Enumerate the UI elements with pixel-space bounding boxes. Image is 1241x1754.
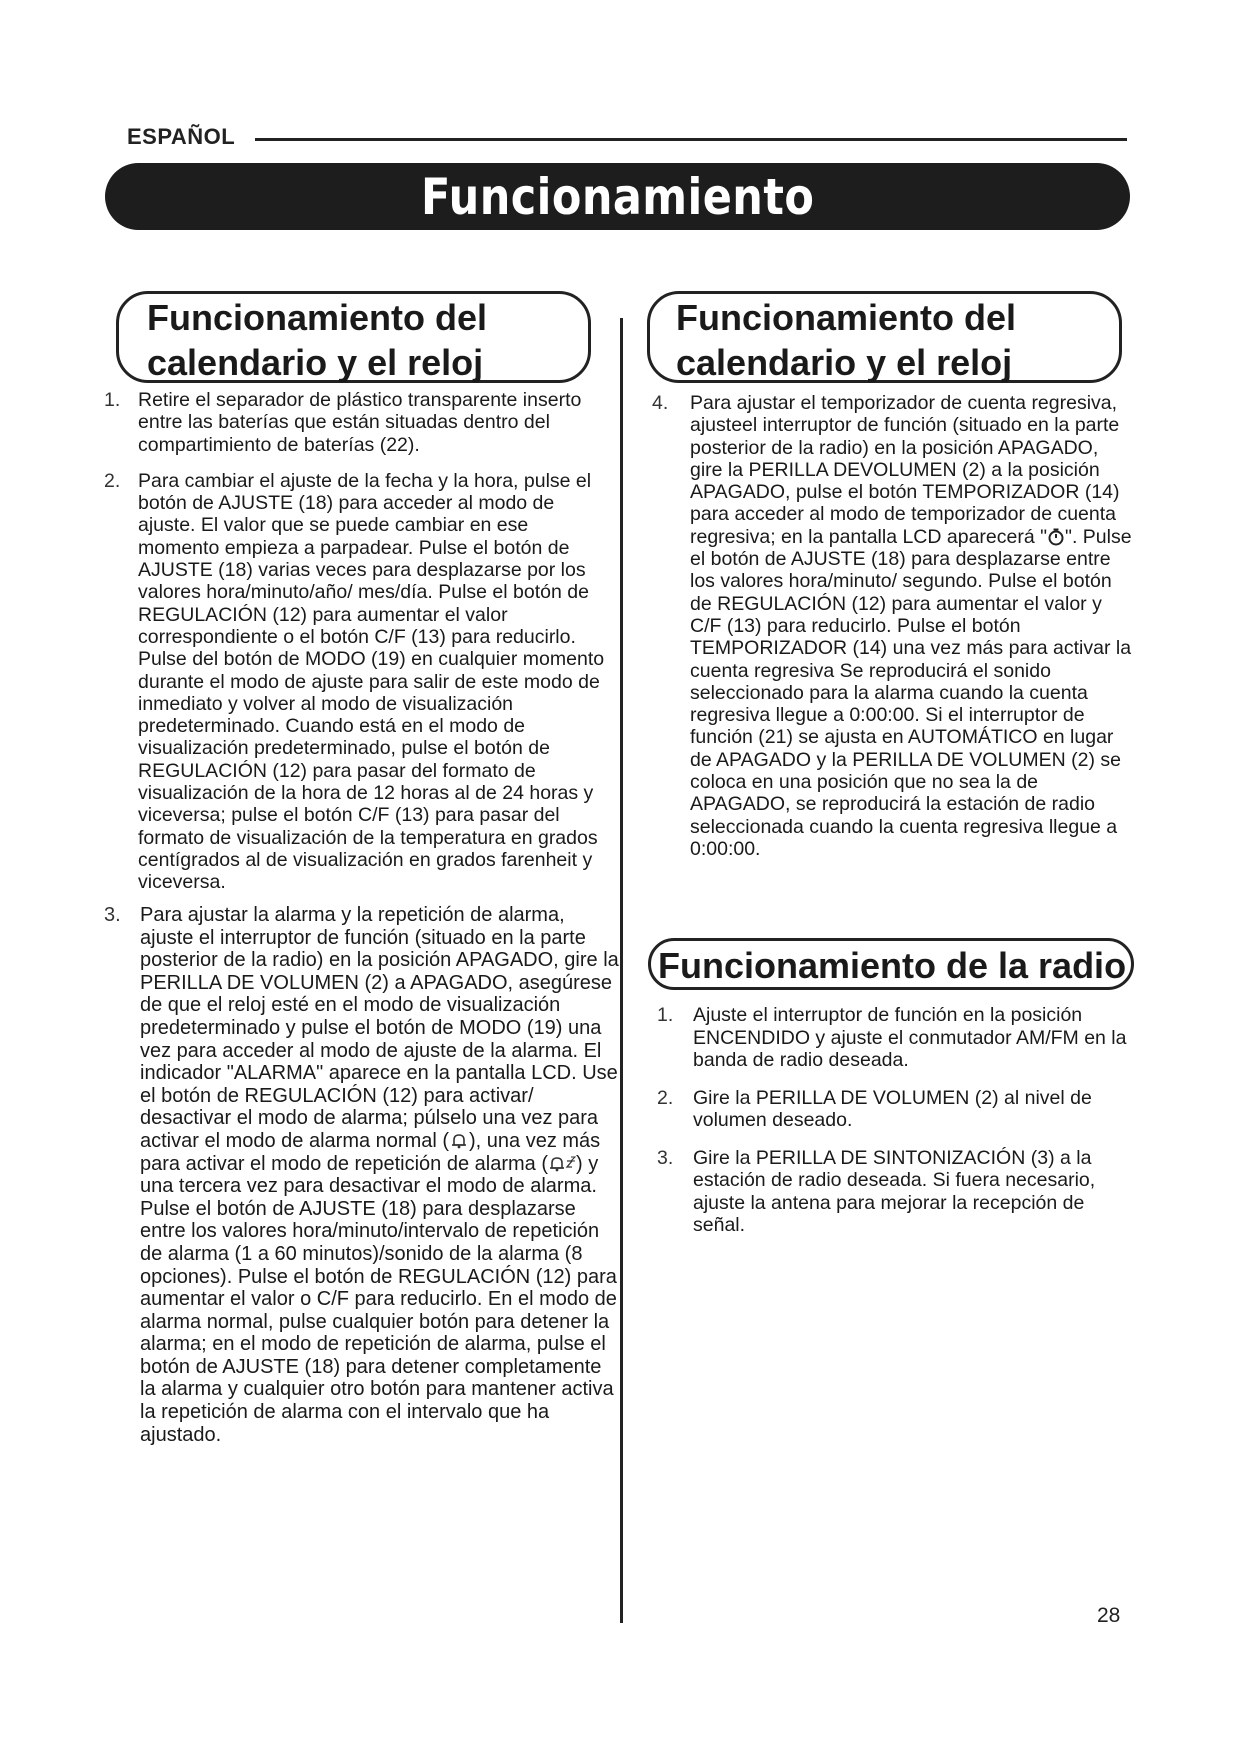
item-text: Retire el separador de plástico transparente inserto entre las baterías que están situadas dentro del compartimiento de baterías (22). bbox=[138, 389, 582, 456]
language-label: ESPAÑOL bbox=[127, 124, 236, 149]
list-item bbox=[657, 1004, 1137, 1072]
clock-steps-list bbox=[104, 389, 614, 908]
list-item bbox=[657, 1147, 1137, 1237]
left-section-heading: Funcionamiento del calendario y el reloj bbox=[116, 291, 591, 383]
item-number: 1. bbox=[657, 1004, 674, 1026]
header-rule bbox=[255, 138, 1127, 141]
item-text-part: ". Pulse el botón de AJUSTE (18) para desplazarse entre los valores hora/minuto/ segundo. Pulse el botón de REGULACIÓN (12) para aumentar el valor y C/F (13) para reducirlo. Pulse el botón TEMPORIZADOR (14) una vez más para activar la cuenta regresiva Se reproducirá el sonido seleccionado para la alarma cuando la cuenta regresiva llegue a 0:00:00. Si el interruptor de función (21) se ajusta en AUTOMÁTICO en lugar de APAGADO y la PERILLA DE VOLUMEN (2) se coloca en una posición que no sea la de APAGADO, se reproducirá la estación de radio seleccionada cuando la cuenta regresiva llegue a 0:00:00. bbox=[690, 525, 1132, 860]
item-text-part: Para ajustar la alarma y la repetición de alarma, ajuste el interruptor de función (situado en la parte posterior de la radio) en la posición APAGADO, gire la PERILLA DE VOLUMEN (2) a APAGADO, asegúrese de que el reloj esté en el modo de visualización predeterminado y pulse el botón de MODO (19) una vez para acceder al modo de ajuste de la alarma. El indicador "ALARMA" aparece en la pantalla LCD. Use el botón de REGULACIÓN (12) para activar/ desactivar el modo de alarma; púlselo una vez para activar el modo de alarma normal ( bbox=[140, 904, 619, 1152]
item-text bbox=[690, 392, 1132, 860]
radio-steps-list bbox=[657, 1004, 1137, 1252]
item-number: 3. bbox=[104, 904, 121, 926]
list-item bbox=[652, 392, 1132, 860]
item-number: 1. bbox=[104, 389, 121, 411]
radio-section-heading: Funcionamiento de la radio bbox=[648, 938, 1134, 990]
timer-steps-list bbox=[652, 392, 1132, 860]
item-text-part: ) y una tercera vez para desactivar el modo de alarma. Pulse el botón de AJUSTE (18) para desplazarse entre los valores hora/minuto/intervalo de repetición de alarma (1 a 60 minutos)/sonido de la alarma (8 opciones). Pulse el botón de REGULACIÓN (12) para aumentar el valor o C/F para reducirlo. En el modo de alarma normal, pulse cualquier botón para detener la alarma; en el modo de repetición de alarma, pulse el botón de AJUSTE (18) para detener completamente la alarma y cualquier otro botón para mantener activa la repetición de alarma con el intervalo que ha ajustado. bbox=[140, 1152, 617, 1446]
countdown-timer-icon bbox=[1047, 528, 1065, 546]
item-number: 2. bbox=[657, 1086, 674, 1109]
item-text: Gire la PERILLA DE VOLUMEN (2) al nivel de volumen deseado. bbox=[693, 1086, 1092, 1131]
item-text bbox=[140, 904, 622, 1446]
list-item bbox=[104, 904, 622, 1446]
list-item bbox=[104, 389, 614, 456]
item-text-part: ), una vez más para activar el modo de repetición de alarma ( bbox=[140, 1129, 601, 1175]
right-section-heading: Funcionamiento del calendario y el reloj bbox=[647, 291, 1122, 383]
item-number: 2. bbox=[104, 469, 121, 492]
item-text: Para cambiar el ajuste de la fecha y la hora, pulse el botón de AJUSTE (18) para acceder al modo de ajuste. El valor que se puede cambiar en ese momento empieza a parpadear. Pulse el botón de AJUSTE (18) varias veces para desplazarse por los valores hora/minuto/año/ mes/día. Pulse el botón de REGULACIÓN (12) para aumentar el valor correspondiente o el botón C/F (13) para reducirlo. Pulse del botón de MODO (19) en cualquier momento durante el modo de ajuste para salir de este modo de inmediato y volver al modo de visualización predeterminado. Cuando está en el modo de visualización predeterminado, pulse el botón de REGULACIÓN (12) para pasar del formato de visualización de la hora de 12 horas al de 24 horas y viceversa; pulse el botón C/F (13) para pasar del formato de visualización de la temperatura en grados centígrados al de visualización en grados farenheit y viceversa. bbox=[138, 469, 605, 894]
item-text: Gire la PERILLA DE SINTONIZACIÓN (3) a la estación de radio deseada. Si fuera necesario, ajuste la antena para mejorar la recepción de señal. bbox=[693, 1146, 1096, 1236]
bell-icon bbox=[449, 1133, 469, 1149]
list-item bbox=[104, 470, 614, 894]
banner-title: Funcionamiento bbox=[420, 167, 815, 226]
list-item bbox=[657, 1087, 1137, 1132]
item-number: 4. bbox=[652, 392, 669, 414]
item-number: 3. bbox=[657, 1146, 674, 1169]
page-number: 28 bbox=[1097, 1604, 1121, 1627]
bell-snooze-icon bbox=[548, 1156, 576, 1172]
alarm-steps-list bbox=[104, 904, 622, 1446]
item-text: Ajuste el interruptor de función en la posición ENCENDIDO y ajuste el conmutador AM/FM en la banda de radio deseada. bbox=[693, 1004, 1127, 1071]
section-banner bbox=[105, 163, 1130, 230]
item-text-part: Para ajustar el temporizador de cuenta regresiva, ajusteel interruptor de función (situado en la parte posterior de la radio) en la posición APAGADO, gire la PERILLA DEVOLUMEN (2) a la posición APAGADO, pulse el botón TEMPORIZADOR (14) para acceder al modo de temporizador de cuenta regresiva; en la pantalla LCD aparecerá " bbox=[690, 392, 1120, 548]
